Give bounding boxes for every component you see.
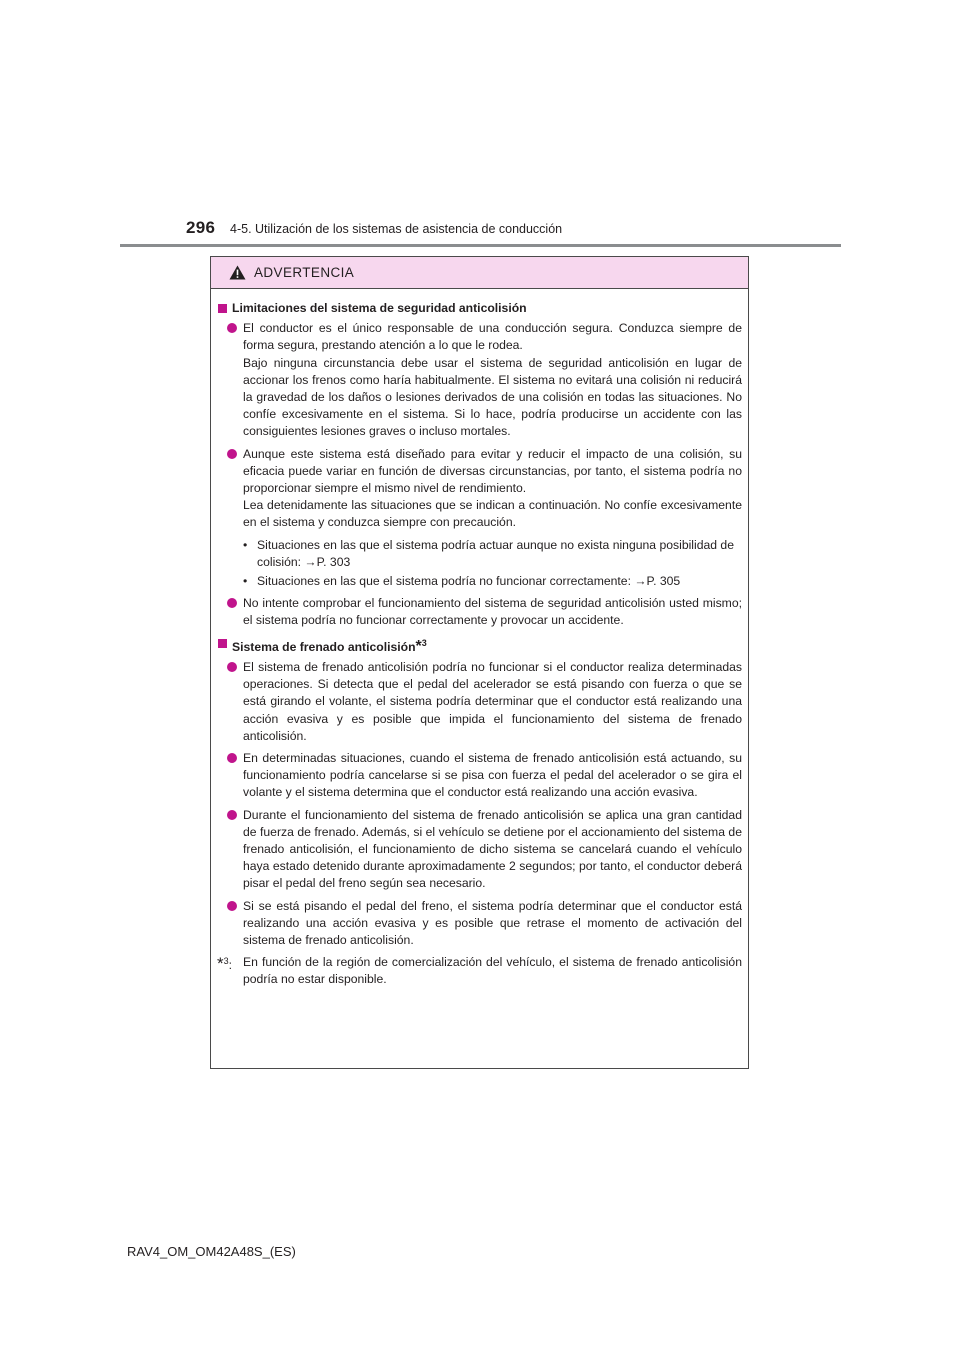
paragraph: Durante el funcionamiento del sistema de frenado anticolisión se aplica una gran cantidad de fuerza de frenado. Además, si el vehículo se detiene por el accionamiento del sistema de frenado anticolisión, el funcionamiento de dicho sistema se cancelará cuando el vehículo haya estado detenido durante aproximadamente 2 segundos; por tanto, el conductor deberá pisar el pedal del freno según sea necesario. <box>243 807 742 891</box>
section-heading-limitations <box>217 300 742 317</box>
asterisk-mark: * <box>217 954 224 974</box>
footnote <box>217 954 742 988</box>
warning-body <box>211 289 748 989</box>
warning-header <box>211 257 748 289</box>
warning-title: ADVERTENCIA <box>254 265 355 280</box>
warning-triangle-icon <box>229 265 246 280</box>
section-heading-braking <box>217 635 742 656</box>
square-bullet-icon <box>218 304 227 313</box>
page-number: 296 <box>186 218 216 237</box>
paragraph: Bajo ninguna circunstancia debe usar el sistema de seguridad anticolisión en lugar de accionar los frenos como haría habitualmente. El sistema no evitará una colisión ni reducirá la gravedad de los daños o lesiones derivados de una colisión en todas las situaciones. No confíe excesivamente en el sistema. Si lo hace, podría producirse un accidente con las consiguientes lesiones graves o incluso mortales. <box>243 355 742 439</box>
sub-bullet-marker: • <box>243 574 248 589</box>
circle-bullet-icon <box>227 598 237 608</box>
heading-text: Limitaciones del sistema de seguridad anticolisión <box>232 301 527 315</box>
list-item <box>217 320 742 440</box>
section-title: 4-5. Utilización de los sistemas de asistencia de conducción <box>230 222 563 236</box>
warning-box <box>210 256 749 1069</box>
list-item <box>217 898 742 950</box>
sub-bullet-marker: • <box>243 537 248 552</box>
paragraph: Lea detenidamente las situaciones que se indican a continuación. No confíe excesivamente en el sistema y conduzca siempre con precaución. <box>243 498 742 530</box>
sub-item-text: Situaciones en las que el sistema podría actuar aunque no exista ninguna posibilidad de colisión: →P. 303 <box>257 537 734 569</box>
paragraph: En determinadas situaciones, cuando el sistema de frenado anticolisión está actuando, su funcionamiento podría cancelarse si se pisa con fuerza el pedal del acelerador o se gira el volante y el sistema determina que el conductor está realizando una acción evasiva. <box>243 750 742 800</box>
sub-item-text: Situaciones en las que el sistema podría no funcionar correctamente: →P. 305 <box>257 574 681 589</box>
paragraph: No intente comprobar el funcionamiento del sistema de seguridad anticolisión usted mismo; el sistema podría no funcionar correctamente y provocar un accidente. <box>243 596 742 628</box>
paragraph: Si se está pisando el pedal del freno, el sistema podría determinar que el conductor está realizando una acción evasiva y es posible que retrase el momento de activación del sistema de frenado anticolisión. <box>243 898 742 947</box>
circle-bullet-icon <box>227 323 237 333</box>
asterisk-mark: * <box>415 637 422 655</box>
sub-list-item <box>217 573 742 590</box>
paragraph: Aunque este sistema está diseñado para evitar y reducir el impacto de una colisión, su eficacia puede variar en función de diversas circunstancias, por tanto, el sistema podría no proporcionar siempre el mismo nivel de rendimiento. <box>243 446 742 496</box>
list-item <box>217 807 742 893</box>
heading-text: Sistema de frenado anticolisión <box>232 639 416 654</box>
document-code: RAV4_OM_OM42A48S_(ES) <box>127 1244 296 1259</box>
circle-bullet-icon <box>227 901 237 911</box>
paragraph: El sistema de frenado anticolisión podría no funcionar si el conductor realiza determinadas operaciones. Si detecta que el pedal del acelerador se está pisando con fuerza o que se está girando el volante, el sistema podría determinar que el conductor está realizando una acción evasiva y es posible que impida el funcionamiento del sistema de frenado anticolisión. <box>243 659 742 743</box>
square-bullet-icon <box>218 639 227 648</box>
circle-bullet-icon <box>227 810 237 820</box>
footnote-marker <box>217 953 232 974</box>
footnote-text: En función de la región de comercialización del vehículo, el sistema de frenado anticolisión podría no estar disponible. <box>243 955 742 987</box>
list-item <box>217 595 742 629</box>
header-divider <box>120 244 841 247</box>
list-item <box>217 750 742 802</box>
circle-bullet-icon <box>227 449 237 459</box>
list-item <box>217 659 742 745</box>
paragraph: El conductor es el único responsable de una conducción segura. Conduzca siempre de forma segura, prestando atención a lo que le rodea. <box>243 321 742 353</box>
footnote-number: 3 <box>223 956 229 967</box>
sub-list-item <box>217 537 742 571</box>
circle-bullet-icon <box>227 753 237 763</box>
footnote-colon: : <box>228 958 233 973</box>
footnote-ref: 3 <box>421 637 427 648</box>
list-item <box>217 446 742 532</box>
circle-bullet-icon <box>227 662 237 672</box>
